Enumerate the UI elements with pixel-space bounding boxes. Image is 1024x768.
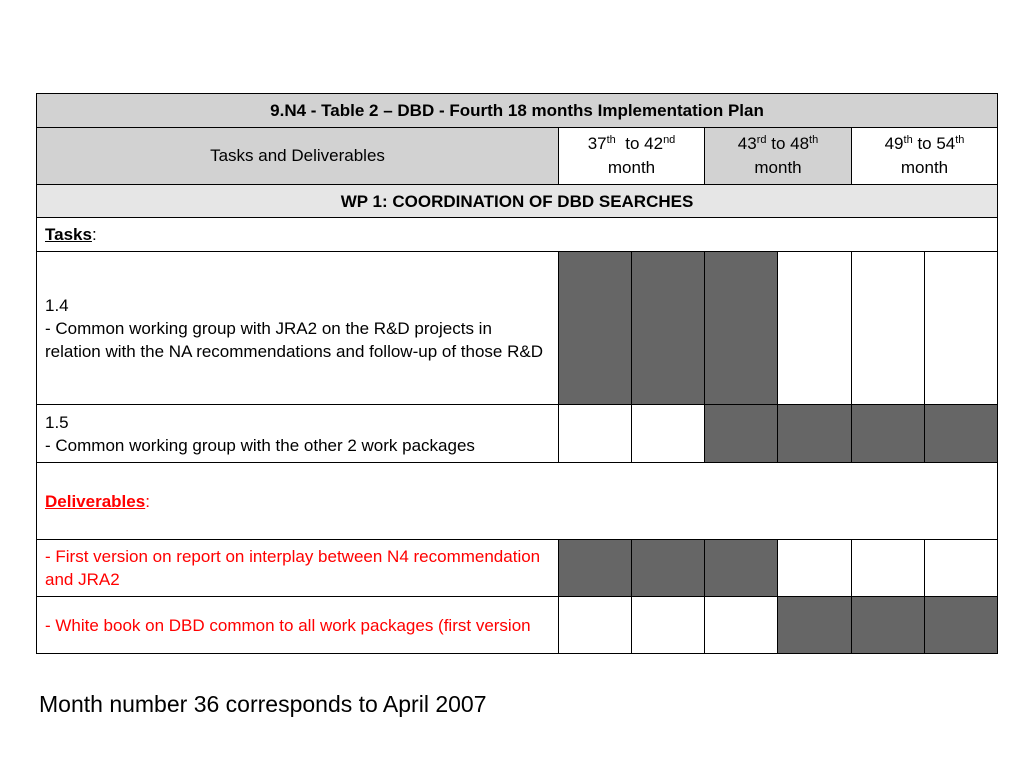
deliverables-heading: Deliverables	[45, 491, 146, 511]
tasks-heading-row	[37, 218, 998, 252]
schedule-cell	[705, 597, 778, 654]
table-row	[37, 597, 998, 654]
schedule-cell	[559, 405, 632, 463]
schedule-cell	[559, 252, 632, 405]
schedule-cell	[925, 405, 998, 463]
tasks-heading-cell: Tasks:	[37, 218, 998, 252]
schedule-cell	[705, 252, 778, 405]
wp1-heading: WP 1: COORDINATION OF DBD SEARCHES	[37, 185, 998, 218]
schedule-cell	[632, 597, 705, 654]
task-number: 1.4	[45, 295, 69, 315]
schedule-cell	[925, 252, 998, 405]
deliverables-heading-cell: Deliverables:	[37, 463, 998, 540]
task-1-5-description	[37, 405, 559, 463]
tasks-and-deliverables-header: Tasks and Deliverables	[37, 128, 559, 185]
schedule-cell	[632, 252, 705, 405]
tasks-heading: Tasks	[45, 225, 92, 244]
schedule-cell	[852, 405, 925, 463]
schedule-cell	[705, 405, 778, 463]
wp1-row	[37, 185, 998, 218]
schedule-cell	[632, 405, 705, 463]
schedule-cell	[559, 597, 632, 654]
period-header-49-54: 49th to 54th month	[852, 128, 998, 185]
period-header-37-42: 37th to 42nd month	[559, 128, 705, 185]
schedule-cell	[632, 540, 705, 597]
table-title-row	[37, 94, 998, 128]
task-text: - Common working group with JRA2 on the R&D projects in relation with the NA recommendations and follow-up of those R&D	[45, 318, 543, 361]
task-number: 1.5	[45, 412, 69, 432]
table-row	[37, 252, 998, 405]
task-1-4-description	[37, 252, 559, 405]
schedule-cell	[559, 540, 632, 597]
schedule-cell	[925, 597, 998, 654]
schedule-cell	[852, 540, 925, 597]
schedule-cell	[852, 252, 925, 405]
schedule-cell	[778, 252, 852, 405]
footnote: Month number 36 corresponds to April 2007	[39, 691, 487, 717]
task-text: - Common working group with the other 2 work packages	[45, 435, 475, 455]
period-header-43-48: 43rd to 48th month	[705, 128, 852, 185]
deliverable-1-description: - First version on report on interplay between N4 recommendation and JRA2	[37, 540, 559, 597]
schedule-cell	[778, 597, 852, 654]
table-row	[37, 405, 998, 463]
table-header-row	[37, 128, 998, 185]
implementation-plan-table	[36, 93, 998, 654]
deliverable-2-description: - White book on DBD common to all work packages (first version	[37, 597, 559, 654]
schedule-cell	[925, 540, 998, 597]
table-row	[37, 540, 998, 597]
schedule-cell	[705, 540, 778, 597]
schedule-cell	[852, 597, 925, 654]
schedule-cell	[778, 540, 852, 597]
deliverables-heading-row	[37, 463, 998, 540]
table-title: 9.N4 - Table 2 – DBD - Fourth 18 months Implementation Plan	[37, 94, 998, 128]
schedule-cell	[778, 405, 852, 463]
